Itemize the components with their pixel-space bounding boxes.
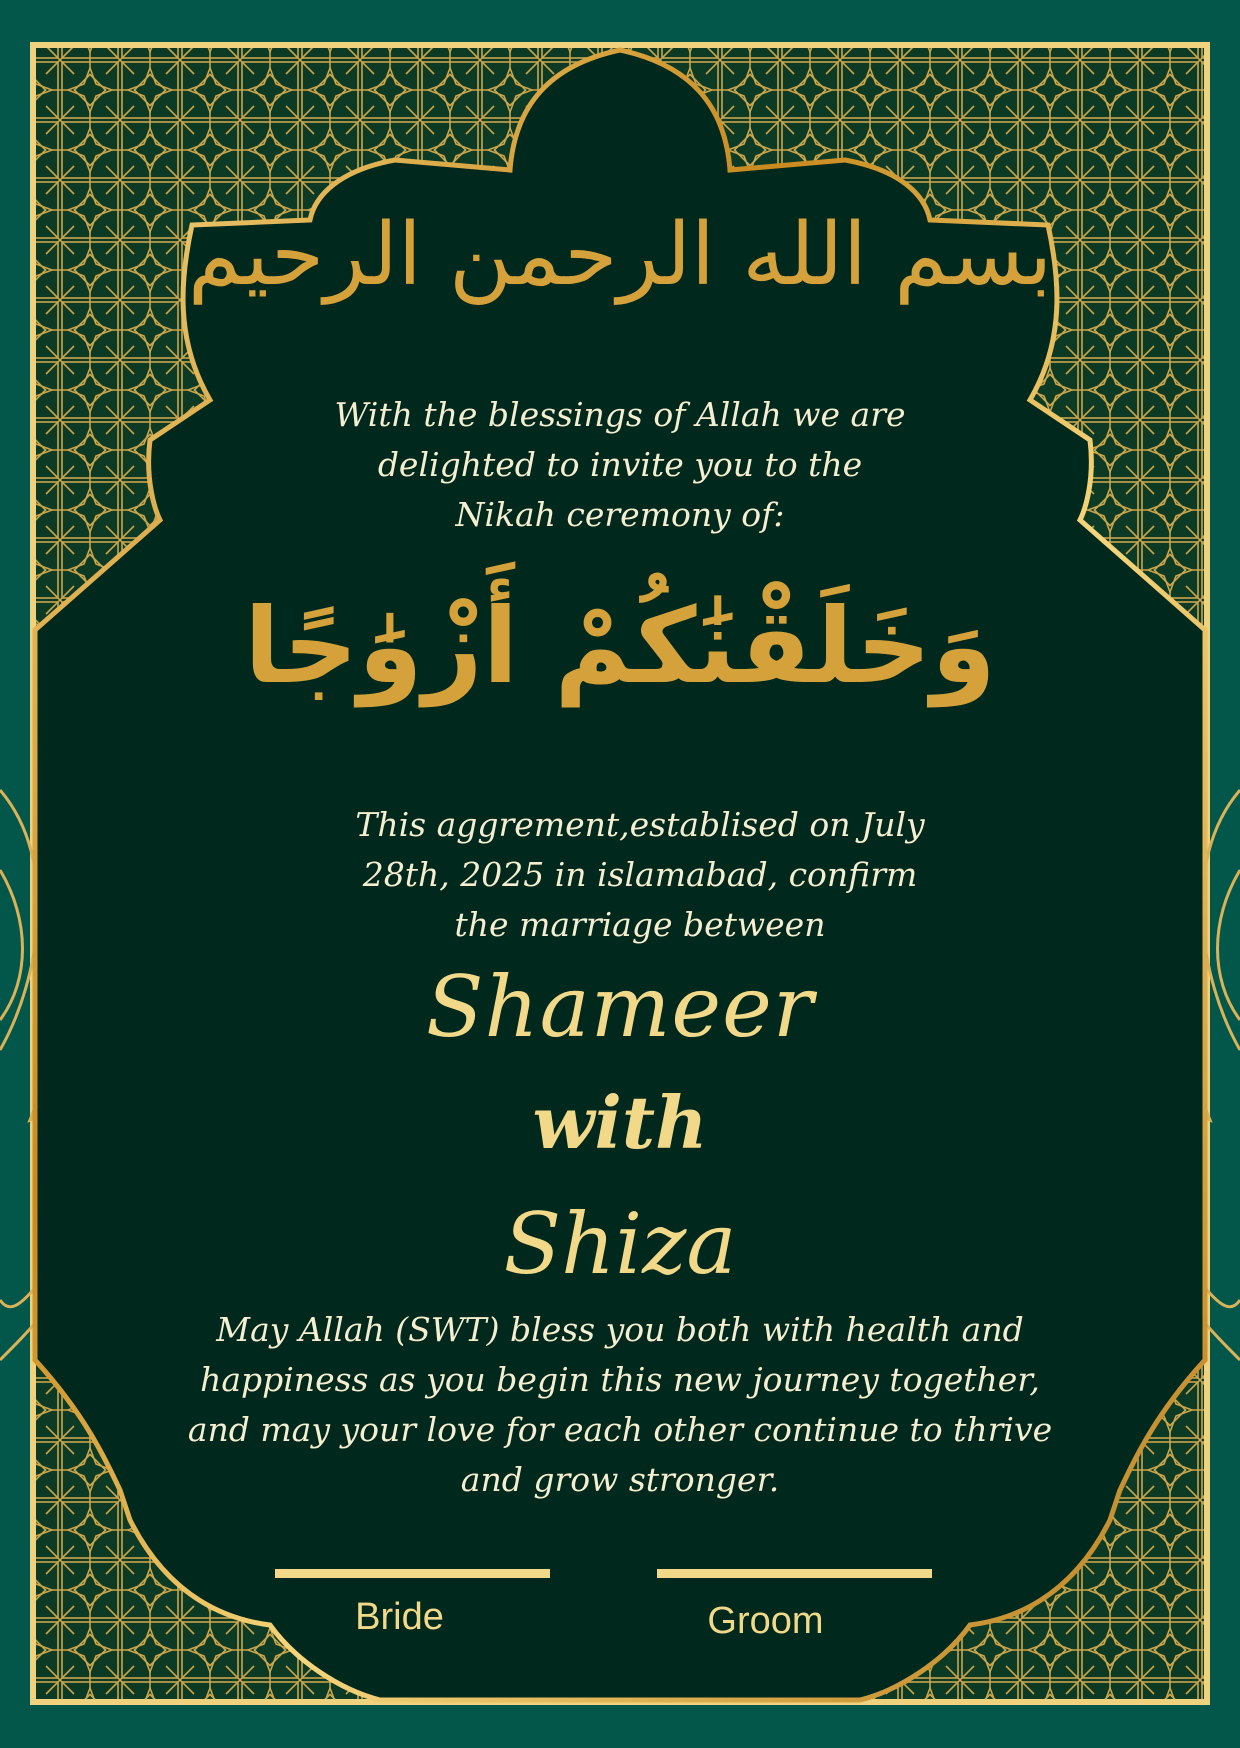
agreement-text: This aggrement,establised on July 28th, 2025 in islamabad, confirm the marriage between (355, 805, 925, 944)
name-two: Shiza (503, 1195, 737, 1293)
bride-signature-line (275, 1569, 550, 1578)
blessing-text: May Allah (SWT) bless you both with health and happiness as you begin this new journey together, and may your love for each other continue to thrive and grow stronger. (187, 1310, 1053, 1499)
groom-label: Groom (707, 1600, 824, 1642)
groom-signature-line (657, 1569, 932, 1578)
bride-label: Bride (355, 1596, 444, 1638)
intro-text: With the blessings of Allah we are delighted to invite you to the Nikah ceremony of: (334, 395, 906, 534)
verse-calligraphy: وَخَلَقْنَٰكُمْ أَزْوَٰجًا (244, 585, 996, 707)
name-one: Shameer (426, 958, 814, 1056)
connector-word: with (532, 1080, 708, 1165)
basmala-calligraphy: بسم الله الرحمن الرحيم (187, 205, 1053, 305)
